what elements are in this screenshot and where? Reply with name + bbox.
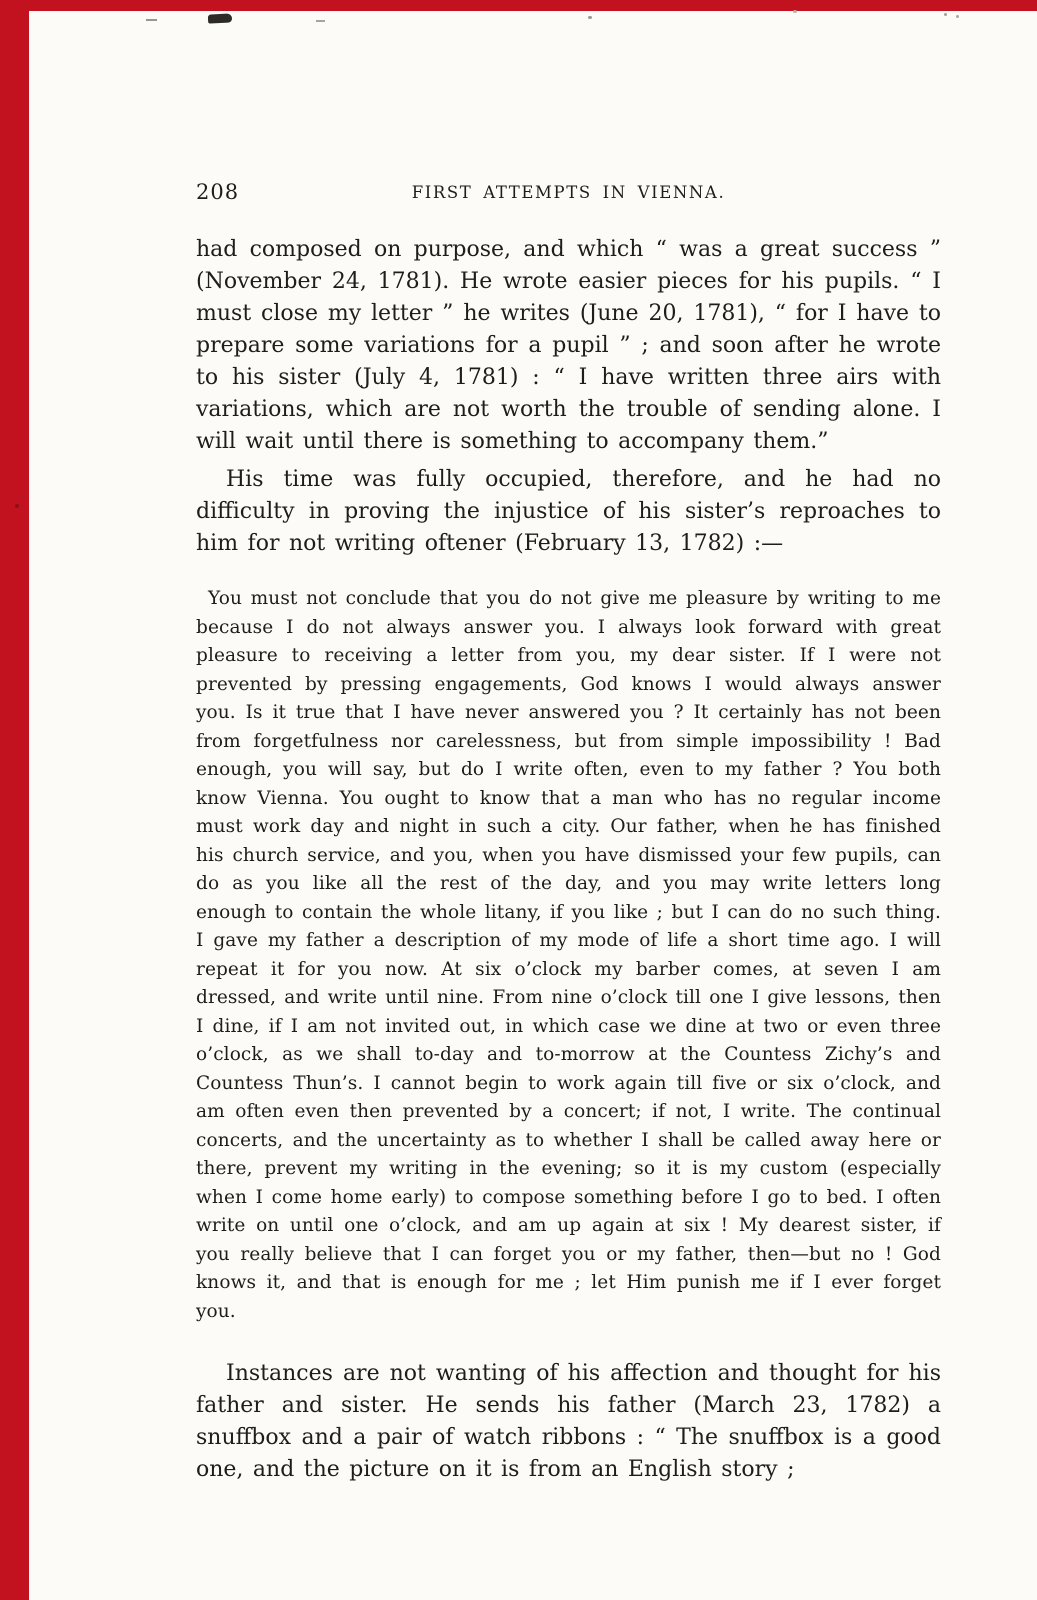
scan-artifact [944,13,947,16]
book-page [196,180,941,1486]
scan-border-top [0,0,1037,11]
scan-artifact [208,13,232,23]
running-header: FIRST ATTEMPTS IN VIENNA. [411,183,726,202]
scan-artifact [146,19,157,21]
page-header [196,180,941,204]
scan-artifact [588,16,592,19]
page-number: 208 [196,180,240,204]
scan-border-left [0,0,29,1600]
scan-artifact [956,15,959,18]
scan-artifact [15,504,19,508]
body-paragraph-1: had composed on purpose, and which “ was a great success ” (November 24, 1781). He wrote easier pieces for his pupils. “ I must close my letter ” he writes (June 20, 1781), “ for I have to prepare some variations for a pupil ” ; and soon after he wrote to his sister (July 4, 1781) : “ I have written three airs with variations, which are not worth the trouble of sending alone. I will wait until there is something to accompany them.” [196,237,941,454]
body-paragraph-3: Instances are not wanting of his affection and thought for his father and sister. He sends his father (March 23, 1782) a snuffbox and a pair of watch ribbons : “ The snuffbox is a good one, and the picture on it is from an English story ; [196,1361,941,1482]
body-paragraph-2: His time was fully occupied, therefore, and he had no difficulty in proving the injustice of his sister’s reproaches to him for not writing oftener (February 13, 1782) :— [196,467,941,556]
scan-artifact [793,10,797,13]
letter-excerpt: You must not conclude that you do not give me pleasure by writing to me because I do not always answer you. I always look forward with great pleasure to receiving a letter from you, my dear sister. If I were not prevented by pressing engagements, God knows I would always answer you. Is it true that I have never answered you ? It certainly has not been from forgetfulness nor carelessness, but from simple impossibility ! Bad enough, you will say, but do I write often, even to my father ? You both know Vienna. You ought to know that a man who has no regular income must work day and night in such a city. Our father, when he has finished his church service, and you, when you have dismissed your few pupils, can do as you like all the rest of the day, and you may write letters long enough to contain the whole litany, if you like ; but I can do no such thing. I gave my father a description of my mode of life a short time ago. I will repeat it for you now. At six o’clock my barber comes, at seven I am dressed, and write until nine. From nine o’clock till one I give lessons, then I dine, if I am not invited out, in which case we dine at two or even three o’clock, as we shall to-day and to-morrow at the Countess Zichy’s and Countess Thun’s. I cannot begin to work again till five or six o’clock, and am often even then prevented by a concert; if not, I write. The continual concerts, and the uncertainty as to whether I shall be called away here or there, prevent my writing in the evening; so it is my custom (especially when I come home early) to compose something before I go to bed. I often write on until one o’clock, and am up again at six ! My dearest sister, if you really believe that I can forget you or my father, then—but no ! God knows it, and that is enough for me ; let Him punish me if I ever forget you. [196,588,941,1322]
scan-artifact [316,20,325,22]
